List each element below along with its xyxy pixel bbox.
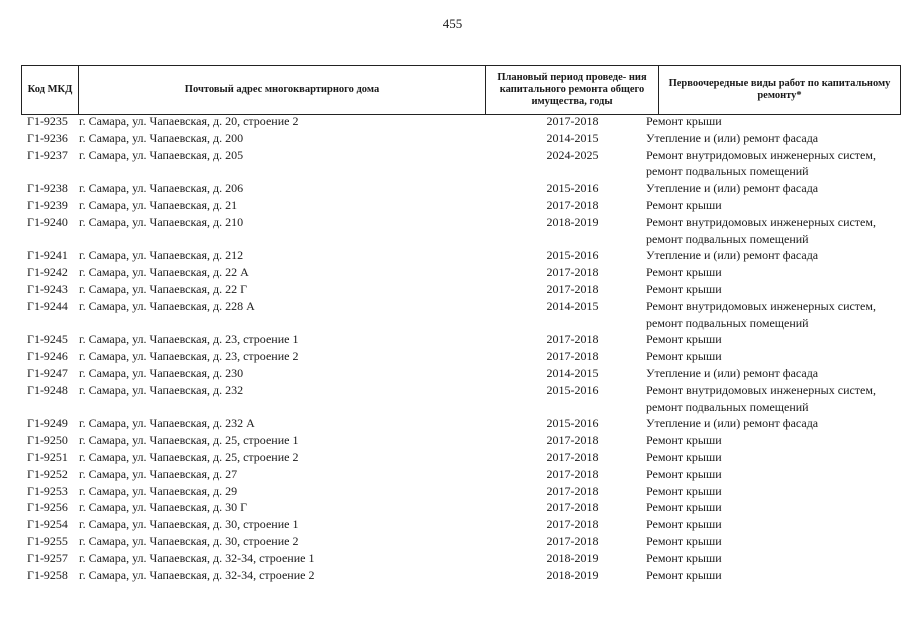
row-period: 2017-2018 <box>546 281 599 296</box>
row-works: Ремонт внутридомовых инженерных систем, ремонт подвальных помещений <box>646 147 876 179</box>
row-works: Ремонт крыши <box>646 483 722 498</box>
table-header <box>21 65 901 115</box>
row-works: Утепление и (или) ремонт фасада <box>646 130 819 145</box>
row-address: г. Самара, ул. Чапаевская, д. 22 А <box>79 265 249 280</box>
row-period: 2024-2025 <box>546 147 599 162</box>
table-row <box>21 567 901 584</box>
row-address: г. Самара, ул. Чапаевская, д. 232 <box>79 382 244 397</box>
row-code: Г1-9237 <box>27 147 68 162</box>
row-address: г. Самара, ул. Чапаевская, д. 27 <box>79 466 238 481</box>
row-address: г. Самара, ул. Чапаевская, д. 25, строение 1 <box>79 433 299 448</box>
row-address: г. Самара, ул. Чапаевская, д. 230 <box>79 365 244 380</box>
row-period: 2017-2018 <box>546 533 599 548</box>
row-code: Г1-9236 <box>27 130 68 145</box>
table-row <box>21 365 901 382</box>
row-period: 2017-2018 <box>546 517 599 532</box>
table-row <box>21 382 901 416</box>
row-works: Ремонт крыши <box>646 500 722 515</box>
row-address: г. Самара, ул. Чапаевская, д. 30, строение 1 <box>79 517 299 532</box>
table-row <box>21 516 901 533</box>
row-code: Г1-9248 <box>27 382 68 397</box>
row-code: Г1-9250 <box>27 433 68 448</box>
row-works: Ремонт крыши <box>646 433 722 448</box>
row-works: Утепление и (или) ремонт фасада <box>646 248 819 263</box>
row-works: Ремонт внутридомовых инженерных систем, ремонт подвальных помещений <box>646 298 876 330</box>
row-works: Утепление и (или) ремонт фасада <box>646 416 819 431</box>
row-address: г. Самара, ул. Чапаевская, д. 29 <box>79 483 238 498</box>
row-works: Ремонт крыши <box>646 567 722 582</box>
row-address: г. Самара, ул. Чапаевская, д. 30, строение 2 <box>79 533 299 548</box>
row-code: Г1-9243 <box>27 281 68 296</box>
row-period: 2017-2018 <box>546 500 599 515</box>
row-address: г. Самара, ул. Чапаевская, д. 23, строение 2 <box>79 349 299 364</box>
row-code: Г1-9245 <box>27 332 68 347</box>
table-row <box>21 197 901 214</box>
row-period: 2017-2018 <box>546 349 599 364</box>
row-code: Г1-9255 <box>27 533 68 548</box>
row-works: Ремонт крыши <box>646 281 722 296</box>
row-address: г. Самара, ул. Чапаевская, д. 20, строение 2 <box>79 114 299 128</box>
table-row <box>21 533 901 550</box>
row-period: 2015-2016 <box>546 248 599 263</box>
row-period: 2017-2018 <box>546 332 599 347</box>
row-code: Г1-9256 <box>27 500 68 515</box>
row-works: Ремонт внутридомовых инженерных систем, ремонт подвальных помещений <box>646 214 876 246</box>
row-address: г. Самара, ул. Чапаевская, д. 200 <box>79 130 244 145</box>
row-code: Г1-9252 <box>27 466 68 481</box>
row-code: Г1-9244 <box>27 298 68 313</box>
header-address: Почтовый адрес многоквартирного дома <box>79 66 486 114</box>
table-row <box>21 214 901 248</box>
row-code: Г1-9235 <box>27 114 68 128</box>
row-address: г. Самара, ул. Чапаевская, д. 22 Г <box>79 281 248 296</box>
row-period: 2017-2018 <box>546 449 599 464</box>
row-address: г. Самара, ул. Чапаевская, д. 23, строение 1 <box>79 332 299 347</box>
table-body <box>21 113 901 583</box>
row-period: 2017-2018 <box>546 197 599 212</box>
row-code: Г1-9257 <box>27 550 68 565</box>
row-works: Ремонт крыши <box>646 449 722 464</box>
row-address: г. Самара, ул. Чапаевская, д. 212 <box>79 248 244 263</box>
row-address: г. Самара, ул. Чапаевская, д. 32-34, строение 2 <box>79 567 315 582</box>
row-code: Г1-9239 <box>27 197 68 212</box>
row-period: 2015-2016 <box>546 181 599 196</box>
row-period: 2017-2018 <box>546 265 599 280</box>
row-period: 2014-2015 <box>546 298 599 313</box>
table-row <box>21 331 901 348</box>
row-address: г. Самара, ул. Чапаевская, д. 30 Г <box>79 500 248 515</box>
table-row <box>21 281 901 298</box>
row-period: 2017-2018 <box>546 114 599 128</box>
row-works: Ремонт крыши <box>646 197 722 212</box>
row-works: Ремонт крыши <box>646 332 722 347</box>
row-address: г. Самара, ул. Чапаевская, д. 21 <box>79 197 238 212</box>
row-code: Г1-9242 <box>27 265 68 280</box>
row-period: 2017-2018 <box>546 466 599 481</box>
page-number: 455 <box>442 16 463 31</box>
row-period: 2018-2019 <box>546 550 599 565</box>
row-works: Ремонт крыши <box>646 517 722 532</box>
header-works: Первоочередные виды работ по капитальному ремонту* <box>659 66 901 114</box>
row-address: г. Самара, ул. Чапаевская, д. 206 <box>79 181 244 196</box>
row-address: г. Самара, ул. Чапаевская, д. 228 А <box>79 298 255 313</box>
table-row <box>21 298 901 332</box>
row-address: г. Самара, ул. Чапаевская, д. 32-34, строение 1 <box>79 550 315 565</box>
row-period: 2015-2016 <box>546 382 599 397</box>
row-works: Утепление и (или) ремонт фасада <box>646 365 819 380</box>
row-works: Ремонт крыши <box>646 349 722 364</box>
table-row <box>21 130 901 147</box>
row-works: Утепление и (или) ремонт фасада <box>646 181 819 196</box>
table-row <box>21 415 901 432</box>
row-code: Г1-9241 <box>27 248 68 263</box>
row-address: г. Самара, ул. Чапаевская, д. 205 <box>79 147 244 162</box>
row-works: Ремонт крыши <box>646 550 722 565</box>
table-row <box>21 113 901 130</box>
row-works: Ремонт крыши <box>646 114 722 128</box>
table-row <box>21 432 901 449</box>
table-row <box>21 264 901 281</box>
table-row <box>21 180 901 197</box>
row-code: Г1-9246 <box>27 349 68 364</box>
row-code: Г1-9249 <box>27 416 68 431</box>
table-row <box>21 550 901 567</box>
row-code: Г1-9254 <box>27 517 68 532</box>
row-address: г. Самара, ул. Чапаевская, д. 25, строение 2 <box>79 449 299 464</box>
row-period: 2015-2016 <box>546 416 599 431</box>
table-row <box>21 449 901 466</box>
row-period: 2014-2015 <box>546 365 599 380</box>
table-row <box>21 247 901 264</box>
row-works: Ремонт крыши <box>646 466 722 481</box>
row-code: Г1-9258 <box>27 567 68 582</box>
header-period: Плановый период проведе- ния капитального ремонта общего имущества, годы <box>486 66 659 114</box>
row-code: Г1-9251 <box>27 449 68 464</box>
row-period: 2017-2018 <box>546 483 599 498</box>
row-code: Г1-9253 <box>27 483 68 498</box>
row-code: Г1-9240 <box>27 214 68 229</box>
row-period: 2018-2019 <box>546 567 599 582</box>
row-period: 2017-2018 <box>546 433 599 448</box>
row-address: г. Самара, ул. Чапаевская, д. 210 <box>79 214 244 229</box>
table-row <box>21 483 901 500</box>
row-works: Ремонт внутридомовых инженерных систем, ремонт подвальных помещений <box>646 382 876 414</box>
row-period: 2018-2019 <box>546 214 599 229</box>
row-code: Г1-9247 <box>27 365 68 380</box>
table-row <box>21 466 901 483</box>
table-row <box>21 147 901 181</box>
row-code: Г1-9238 <box>27 181 68 196</box>
table-row <box>21 348 901 365</box>
header-code: Код МКД <box>21 66 79 114</box>
row-address: г. Самара, ул. Чапаевская, д. 232 А <box>79 416 255 431</box>
row-period: 2014-2015 <box>546 130 599 145</box>
table-row <box>21 499 901 516</box>
row-works: Ремонт крыши <box>646 533 722 548</box>
row-works: Ремонт крыши <box>646 265 722 280</box>
